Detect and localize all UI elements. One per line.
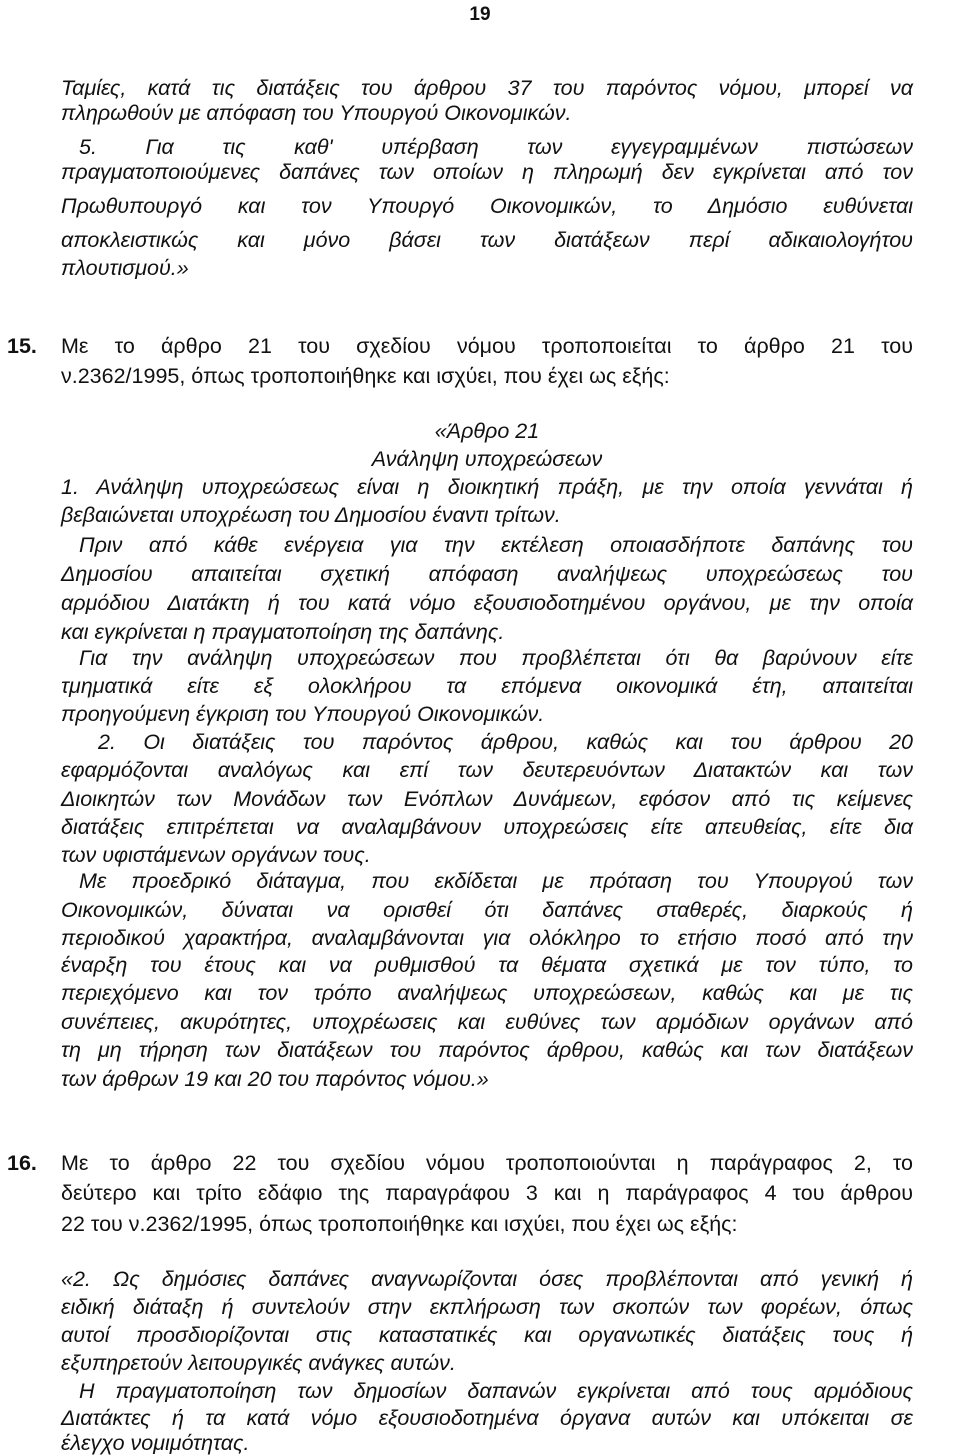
text-line: πλουτισμού.»: [61, 256, 189, 280]
text-line: βεβαιώνεται υποχρέωση του Δημοσίου έναντι τρίτων.: [61, 503, 561, 527]
text-line: διατάξεις επιτρέπεται να αναλαμβάνουν υποχρεώσεις είτε απευθείας, είτε δια: [61, 815, 913, 839]
text-line: ν.2362/1995, όπως τροποποιήθηκε και ισχύει, που έχει ως εξής:: [61, 364, 670, 388]
text-line: ειδική διάταξη ή συντελούν στην εκπλήρωση των σκοπών των φορέων, όπως: [61, 1295, 913, 1319]
text-line: αποκλειστικώς και μόνο βάσει των διατάξεων περί αδικαιολογήτου: [61, 228, 913, 252]
text-line: πληρωθούν με απόφαση του Υπουργού Οικονομικών.: [61, 101, 572, 125]
text-line: 2. Οι διατάξεις του παρόντος άρθρου, καθώς και του άρθρου 20: [98, 730, 913, 754]
text-line: τμηματικά είτε εξ ολοκλήρου τα επόμενα οικονομικά έτη, απαιτείται: [61, 674, 913, 698]
text-line: εξυπηρετούν λειτουργικές ανάγκες αυτών.: [61, 1351, 456, 1375]
text-line: έλεγχο νομιμότητας.: [61, 1431, 250, 1455]
text-line: Οικονομικών, δύναται να ορισθεί ότι δαπάνες σταθερές, διαρκούς ή: [61, 898, 913, 922]
text-line: αυτοί προσδιορίζονται στις καταστατικές και οργανωτικές διατάξεις τους ή: [61, 1323, 913, 1347]
text-line: Πρωθυπουργό και τον Υπουργό Οικονομικών, το Δημόσιο ευθύνεται: [61, 194, 913, 218]
page-number: 19: [469, 4, 491, 25]
text-line: πραγματοποιούμενες δαπάνες των οποίων η πληρωμή δεν εγκρίνεται από τον: [61, 160, 913, 184]
text-line: Με το άρθρο 21 του σχεδίου νόμου τροποποιείται το άρθρο 21 του: [61, 334, 913, 358]
text-line: 5. Για τις καθ' υπέρβαση των εγγεγραμμένων πιστώσεων: [79, 135, 913, 159]
article-heading: «Άρθρο 21: [434, 419, 540, 443]
text-line: των άρθρων 19 και 20 του παρόντος νόμου.»: [61, 1067, 489, 1091]
text-line: και εγκρίνεται η πραγματοποίηση της δαπάνης.: [61, 620, 505, 644]
text-line: Ταμίες, κατά τις διατάξεις του άρθρου 37 του παρόντος νόμου, μπορεί να: [61, 76, 913, 100]
text-line: περιεχόμενο και τον τρόπο αναλήψεως υποχρεώσεων, καθώς και με τις: [61, 981, 913, 1005]
text-line: των υφιστάμενων οργάνων τους.: [61, 843, 371, 867]
text-line: Με προεδρικό διάταγμα, που εκδίδεται με πρόταση του Υπουργού των: [79, 869, 913, 893]
text-line: Για την ανάληψη υποχρεώσεων που προβλέπεται ότι θα βαρύνουν είτε: [79, 646, 913, 670]
text-line: Με το άρθρο 22 του σχεδίου νόμου τροποποιούνται η παράγραφος 2, το: [61, 1151, 913, 1175]
text-line: Πριν από κάθε ενέργεια για την εκτέλεση οποιασδήποτε δαπάνης του: [79, 533, 913, 557]
text-line: τη μη τήρηση των διατάξεων του παρόντος άρθρου, καθώς και των διατάξεων: [61, 1038, 913, 1062]
text-line: Δημοσίου απαιτείται σχετική απόφαση αναλήψεως υποχρεώσεως του: [61, 562, 913, 586]
item-number: 15.: [7, 334, 37, 358]
text-line: Διοικητών των Μονάδων των Ενόπλων Δυνάμεων, εφόσον από τις κείμενες: [61, 787, 913, 811]
text-line: περιοδικού χαρακτήρα, αναλαμβάνονται για ολόκληρο το ετήσιο ποσό από την: [61, 926, 913, 950]
text-line: 1. Ανάληψη υποχρεώσεως είναι η διοικητική πράξη, με την οποία γεννάται ή: [61, 475, 913, 499]
text-line: εφαρμόζονται αναλόγως και επί των δευτερευόντων Διατακτών και των: [61, 758, 913, 782]
text-line: έναρξη του έτους και να ρυθμισθού τα θέματα σχετικά με τον τύπο, το: [61, 953, 913, 977]
text-line: Διατάκτες ή τα κατά νόμο εξουσιοδοτημένα όργανα αυτών και υπόκειται σε: [61, 1406, 913, 1430]
text-line: 22 του ν.2362/1995, όπως τροποποιήθηκε και ισχύει, που έχει ως εξής:: [61, 1212, 738, 1236]
text-line: Η πραγματοποίηση των δημοσίων δαπανών εγκρίνεται από τους αρμόδιους: [79, 1379, 913, 1403]
text-line: προηγούμενη έγκριση του Υπουργού Οικονομικών.: [61, 702, 545, 726]
article-subheading: Ανάληψη υποχρεώσεων: [371, 447, 603, 471]
text-line: αρμόδιου Διατάκτη ή του κατά νόμο εξουσιοδοτημένου οργάνου, με την οποία: [61, 591, 913, 615]
text-line: «2. Ως δημόσιες δαπάνες αναγνωρίζονται όσες προβλέπονται από γενική ή: [61, 1267, 913, 1291]
text-line: δεύτερο και τρίτο εδάφιο της παραγράφου 3 και η παράγραφος 4 του άρθρου: [61, 1181, 913, 1205]
text-line: συνέπειες, ακυρότητες, υποχρέωσεις και ευθύνες των αρμόδιων οργάνων από: [61, 1010, 913, 1034]
item-number: 16.: [7, 1151, 37, 1175]
